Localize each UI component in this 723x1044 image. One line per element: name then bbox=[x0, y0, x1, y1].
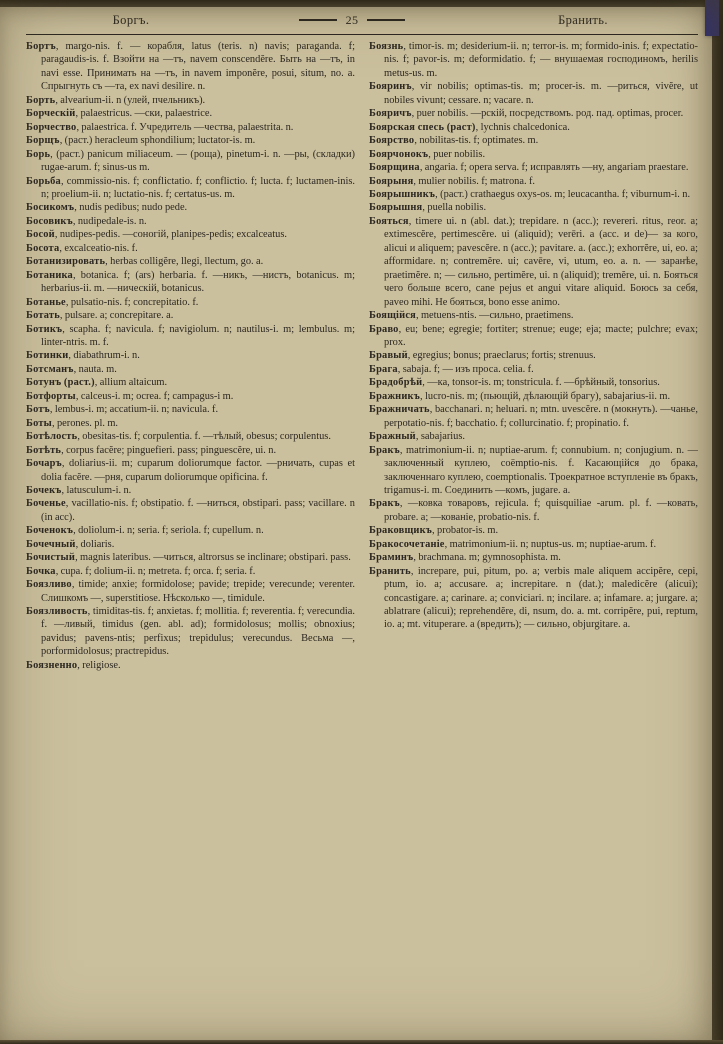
entry-headword: Босовикъ bbox=[26, 215, 73, 227]
entry-headword: Боченье bbox=[26, 498, 66, 510]
dictionary-entry: Ботсманъ, nauta. m. bbox=[26, 363, 117, 375]
entry-headword: Бояричъ bbox=[369, 108, 412, 120]
dictionary-entry: Бранить, increpare, pui, pitum, po. a; verbis male aliquem accipĕre, cepi, ptum, io. a; accusare. a; increpitare. n (dat.); maledicĕre (alicui); concastigare. a; carinare. a; conviciari. n; incilare. a; infamare. a; jurgare. a; ablatrare (alicui); reprehendĕre, di, nsum, do. a. mt. corripĕre, pui, reptum, io. a; mt. vituperare. a (вредить); — сильно, objurgitare. a. bbox=[369, 565, 698, 631]
dictionary-entry: Ботанизировать, herbas colligĕre, llegi, llectum, go. a. bbox=[26, 256, 264, 268]
dictionary-entry: Бравый, egregius; bonus; praeclarus; fortis; strenuus. bbox=[369, 350, 596, 362]
header-dash-left bbox=[299, 19, 337, 21]
dictionary-entry: Босой, nudipes-pedis. —соногій, planipes-pedis; excalceatus. bbox=[26, 229, 288, 241]
entry-headword: Борьба bbox=[26, 175, 61, 187]
dictionary-entry: Бочекъ, latusculum-i. n. bbox=[26, 484, 132, 496]
entry-headword: Бортъ bbox=[26, 41, 56, 52]
entry-headword: Браво bbox=[369, 323, 399, 335]
entry-headword: Боязненно bbox=[26, 659, 78, 671]
dictionary-entry: Ботѣть, corpus facĕre; pinguefieri. pass; pinguescĕre, ui. n. bbox=[26, 444, 277, 456]
entry-headword: Бракъ bbox=[369, 498, 400, 510]
dictionary-entry: Боярщина, angaria. f; opera serva. f; исправлять —ну, angariam praestare. bbox=[369, 162, 689, 174]
dictionary-entry: Борческій, palaestricus. —ски, palaestrice. bbox=[26, 108, 213, 120]
dictionary-entry: Боярская спесь (раст), lychnis chalcedonica. bbox=[369, 121, 570, 133]
dictionary-entry: Бочка, cupa. f; dolium-ii. n; metreta. f; orca. f; seria. f. bbox=[26, 565, 256, 577]
dictionary-entry: Босота, excalceatio-nis. f. bbox=[26, 242, 138, 254]
dictionary-entry: Ботаника, botanica. f; (ars) herbaria. f. —никъ, —нистъ, botanicus. m; herbarius-ii. m. —ническій, botanicus. bbox=[26, 269, 355, 295]
dictionary-entry: Боярчонокъ, puer nobilis. bbox=[369, 148, 486, 160]
dictionary-entry: Боярство, nobilitas-tis. f; optimates. m. bbox=[369, 135, 539, 147]
dictionary-entry: Бражничать, bacchanari. n; heluari. n; mtn. uvescĕre. n (мокнуть). —чанье, perpotatio-nis. f; bacchatio. f; collurcinatio. f; propinatio. f. bbox=[369, 404, 698, 429]
entry-headword: Бочечный bbox=[26, 538, 76, 550]
entry-headword: Бражничать bbox=[369, 404, 430, 416]
dictionary-entry: Браковщикъ, probator-is. m. bbox=[369, 525, 499, 537]
entry-headword: Ботаника bbox=[26, 269, 73, 281]
entry-headword: Боты bbox=[26, 417, 52, 429]
entry-headword: Ботсманъ bbox=[26, 363, 74, 375]
dictionary-entry: Боярыня, mulier nobilis. f; matrona. f. bbox=[369, 175, 536, 187]
entry-headword: Бояринъ bbox=[369, 81, 412, 93]
header-dash-right bbox=[367, 19, 405, 21]
entry-headword: Боярыня bbox=[369, 175, 414, 187]
entry-headword: Боярская спесь (раст) bbox=[369, 121, 476, 133]
entry-headword: Босота bbox=[26, 242, 60, 254]
entry-headword: Ботанизировать bbox=[26, 256, 106, 268]
dictionary-entry: Боярышня, puella nobilis. bbox=[369, 202, 487, 214]
entry-headword: Бочка bbox=[26, 565, 56, 577]
entry-headword: Ботѣть bbox=[26, 444, 62, 456]
entry-headword: Борщъ bbox=[26, 135, 60, 147]
entry-headword: Бракосочетаніе bbox=[369, 538, 445, 550]
entry-headword: Боярщина bbox=[369, 162, 420, 174]
entry-headword: Боярышникъ bbox=[369, 188, 436, 200]
header-rule bbox=[26, 34, 698, 35]
entry-headword: Боярство bbox=[369, 135, 415, 147]
dictionary-entry: Боязливость, timiditas-tis. f; anxietas. f; mollitia. f; reverentia. f; verecundia. f. —ливый, timidus (gen. abl. ad); formidolosus; mollis; obnoxius; pavidus; pavens-ntis; perfixus; trepidulus; verecundus. Весьма —, porformidolosus; practrepidus. bbox=[26, 606, 355, 658]
entry-headword: Бояться bbox=[369, 215, 409, 227]
entry-headword: Ботикъ bbox=[26, 323, 63, 335]
header-right-guideword: Бранить. bbox=[558, 12, 608, 27]
page-header bbox=[26, 10, 698, 30]
dictionary-entry: Бортъ, margo-nis. f. — корабля, latus (teris. n) navis; paraganda. f; paragaudis-is. f. Взойти на —тъ, navem conscendĕre. Быть на —тъ, in navi esse. Принимать на —тъ, in navem imponĕre, posui, situm, no. a. Спрыгнуть съ —та, ex navi desilire. n. bbox=[26, 41, 355, 93]
entry-headword: Ботать bbox=[26, 310, 60, 322]
scan-edge-bottom bbox=[0, 1040, 723, 1044]
dictionary-entry: Брага, sabaja. f; — изъ проса. celia. f. bbox=[369, 363, 534, 375]
entry-headword: Браминъ bbox=[369, 552, 414, 564]
entry-headword: Бочекъ bbox=[26, 484, 62, 496]
dictionary-entry: Борчество, palaestrica. f. Учредитель —чества, palaestrita. n. bbox=[26, 121, 294, 133]
entry-headword: Боящійся bbox=[369, 310, 416, 322]
text-columns bbox=[26, 40, 698, 1042]
entry-headword: Бочистый bbox=[26, 552, 76, 564]
entry-headword: Боязнь bbox=[369, 41, 404, 52]
corner-binding-mark bbox=[705, 0, 719, 36]
dictionary-entry: Боченокъ, doliolum-i. n; seria. f; seriola. f; cupellum. n. bbox=[26, 525, 264, 537]
dictionary-entry: Боящійся, metuens-ntis. —сильно, praetimens. bbox=[369, 310, 574, 322]
dictionary-entry: Бояричъ, puer nobilis. —рскій, посредствомъ. род. пад. optimas, procer. bbox=[369, 108, 684, 120]
dictionary-entry: Бочечный, doliaris. bbox=[26, 538, 115, 550]
entry-headword: Ботѣлость bbox=[26, 431, 78, 443]
right-column bbox=[369, 40, 698, 1042]
dictionary-entry: Ботать, pulsare. a; concrepitare. a. bbox=[26, 310, 174, 322]
entry-headword: Борчество bbox=[26, 121, 77, 133]
entry-headword: Браковщикъ bbox=[369, 525, 433, 537]
entry-headword: Бражный bbox=[369, 431, 416, 443]
entry-headword: Боязливость bbox=[26, 606, 88, 618]
dictionary-entry: Бояринъ, vir nobilis; optimas-tis. m; procer-is. m. —риться, vivĕre, ut nobiles vivunt; cessare. n; vacare. n. bbox=[369, 81, 698, 106]
scan-edge-right bbox=[712, 0, 723, 1044]
page-number: 25 bbox=[345, 12, 359, 27]
entry-headword: Борь bbox=[26, 148, 51, 160]
dictionary-entry: Боченье, vacillatio-nis. f; obstipatio. f. —ниться, obstipari. pass; vacillare. n (in acc). bbox=[26, 498, 355, 523]
page-content bbox=[26, 10, 698, 1042]
dictionary-entry: Боязливо, timide; anxie; formidolose; pavide; trepide; verecunde; verenter. Слишкомъ —, superstitiose. Нѣсколько —, timidule. bbox=[26, 579, 355, 604]
dictionary-entry: Боты, perones. pl. m. bbox=[26, 417, 119, 429]
dictionary-entry: Браминъ, brachmana. m; gymnosophista. m. bbox=[369, 552, 561, 564]
scan-edge-top bbox=[0, 0, 723, 7]
entry-headword: Бочаръ bbox=[26, 458, 62, 470]
dictionary-entry: Боязнь, timor-is. m; desiderium-ii. n; terror-is. m; formido-inis. f; expectatio-nis. f; pavor-is. m; deformidatio. f; — внушаемая господиномъ, herilis metus-us. m. bbox=[369, 41, 698, 79]
dictionary-entry: Бочистый, magnis lateribus. —читься, altrorsus se inclinare; obstipari. pass. bbox=[26, 552, 351, 564]
entry-headword: Брадобрѣй bbox=[369, 377, 423, 389]
dictionary-entry: Ботѣлость, obesitas-tis. f; corpulentia. f. —тѣлый, obesus; corpulentus. bbox=[26, 431, 331, 443]
dictionary-entry: Брадобрѣй, —ка, tonsor-is. m; tonstricula. f. —брѣйный, tonsorius. bbox=[369, 377, 660, 389]
dictionary-entry: Бракъ, —ковка товаровъ, rejicula. f; quisquiliae -arum. pl. f. —ковать, probare. a; —кованіе, probatio-nis. f. bbox=[369, 498, 698, 523]
entry-headword: Брага bbox=[369, 363, 398, 375]
entry-headword: Боярышня bbox=[369, 202, 423, 214]
entry-headword: Ботфорты bbox=[26, 390, 76, 402]
entry-headword: Боярчонокъ bbox=[369, 148, 429, 160]
entry-headword: Ботинки bbox=[26, 350, 69, 362]
dictionary-entry: Босовикъ, nudipedale-is. n. bbox=[26, 215, 147, 227]
dictionary-entry: Боязненно, religiose. bbox=[26, 659, 121, 671]
header-page-number-group bbox=[236, 13, 468, 28]
dictionary-entry: Борь, (раст.) panicum miliaceum. — (роща), pinetum-i. n. —ры, (складки) rugae-arum. f; sinus-us m. bbox=[26, 148, 355, 174]
entry-headword: Босой bbox=[26, 229, 55, 241]
entry-headword: Ботунъ (раст.) bbox=[26, 377, 95, 389]
dictionary-entry: Боярышникъ, (раст.) crathaegus oxys-os. m; leucacantha. f; viburnum-i. n. bbox=[369, 188, 691, 200]
entry-headword: Боязливо bbox=[26, 579, 72, 591]
left-column bbox=[26, 40, 355, 1042]
dictionary-entry: Бояться, timere ui. n (abl. dat.); trepidare. n (acc.); revereri. ritus, reor. a; extimescĕre, pertimescĕre. ui (aliquid); verēri. a (acc. и de)— за кого, alicui и aliquem; pavescĕre. n (acc.); pavitare. a. (acc.); exhorrĕre, ui, eo. a; afformidare. n; contremĕre. ui; cavēre, vi, utum, eo. a. n. — заранѣе, praetimĕre. n; — сильно, pertimĕre, ui. n (aliquid); tremĕre, ui. n. Бояться чего больше всего, cane pejus et angui vitare aliquid. Боюсь за себя, paveo mihi. Не бояться, bono esse animo. bbox=[369, 215, 698, 308]
dictionary-entry: Ботъ, lembus-i. m; accatium-ii. n; navicula. f. bbox=[26, 404, 219, 416]
dictionary-entry: Ботикъ, scapha. f; navicula. f; navigiolum. n; nautilus-i. m; lembulus. m; linter-ntris. m. f. bbox=[26, 323, 355, 348]
dictionary-entry: Бракосочетаніе, matrimonium-ii. n; nuptus-us. m; nuptiae-arum. f. bbox=[369, 538, 657, 550]
entry-headword: Бражникъ bbox=[369, 390, 420, 402]
dictionary-entry: Ботфорты, calceus-i. m; ocrea. f; campagus-i m. bbox=[26, 390, 234, 402]
entry-headword: Ботанье bbox=[26, 296, 66, 308]
dictionary-entry: Ботинки, diabathrum-i. n. bbox=[26, 350, 140, 362]
dictionary-entry: Ботанье, pulsatio-nis. f; concrepitatio. f. bbox=[26, 296, 199, 308]
dictionary-entry: Браво, eu; bene; egregie; fortiter; strenue; euge; eja; macte; pulchre; evax; prox. bbox=[369, 323, 698, 348]
entry-headword: Бракъ bbox=[369, 444, 400, 456]
dictionary-entry: Бочаръ, doliarius-ii. m; cuparum doliorumque factor. —рничать, cupas et dolia facĕre. —рня, cuparum doliorumque opificina. f. bbox=[26, 458, 355, 483]
dictionary-entry: Бражный, sabajarius. bbox=[369, 431, 466, 443]
entry-headword: Ботъ bbox=[26, 404, 50, 416]
entry-headword: Борть bbox=[26, 94, 56, 106]
dictionary-entry: Ботунъ (раст.), allium altaicum. bbox=[26, 377, 168, 389]
dictionary-entry: Босикомъ, nudis pedibus; nudo pede. bbox=[26, 202, 188, 214]
dictionary-entry: Борть, alvearium-ii. n (улей, пчельникъ). bbox=[26, 94, 206, 106]
dictionary-entry: Борщъ, (раст.) heracleum sphondilium; luctator-is. m. bbox=[26, 135, 256, 147]
entry-headword: Бранить bbox=[369, 565, 411, 577]
dictionary-entry: Бракъ, matrimonium-ii. n; nuptiae-arum. f; connubium. n; conjugium. n. — заключенный куплею, coëmptio-nis. f. Касающійся до брака, заключеннаго куплею, coemptionalis. Троекратное вступленіе въ бракъ, trigamus-i. m. Соединить —комъ, jugare. a. bbox=[369, 444, 698, 496]
header-left-guideword: Боргъ. bbox=[112, 12, 150, 27]
entry-headword: Борческій bbox=[26, 108, 76, 120]
dictionary-entry: Борьба, commissio-nis. f; conflictatio. f; conflictio. f; lucta. f; luctamen-inis. n; proelium-ii. n; luctatio-nis. f; certatus-us. m. bbox=[26, 175, 355, 200]
entry-headword: Босикомъ bbox=[26, 202, 75, 214]
entry-headword: Боченокъ bbox=[26, 525, 74, 537]
entry-headword: Бравый bbox=[369, 350, 408, 362]
dictionary-entry: Бражникъ, lucro-nis. m; (пьющій, дѣлающій брагу), sabajarius-ii. m. bbox=[369, 390, 671, 402]
